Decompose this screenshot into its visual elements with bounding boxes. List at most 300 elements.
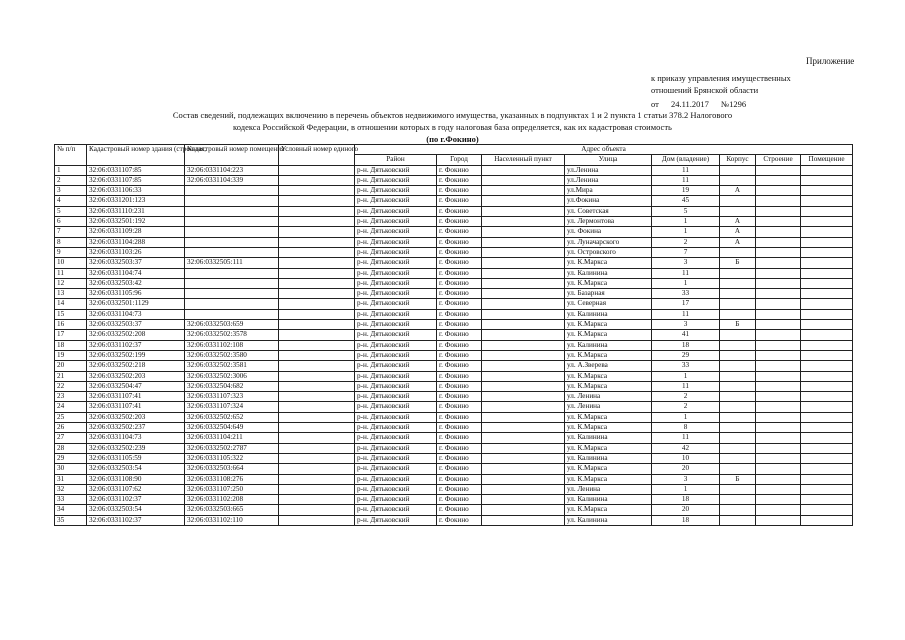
cell-number: 4 — [55, 196, 87, 206]
cell-street: ул. К.Маркса — [565, 371, 652, 381]
cell-city: г. Фокино — [437, 515, 482, 525]
header-address: Адрес объекта — [355, 145, 853, 155]
cell-stroenie — [756, 320, 801, 330]
cell-cadastral-room — [185, 299, 279, 309]
cell-cadastral-room: 32:06:0332503:659 — [185, 320, 279, 330]
table-row — [55, 299, 853, 309]
table-row — [55, 361, 853, 371]
table-row — [55, 474, 853, 484]
cell-conditional-number — [279, 289, 355, 299]
cell-conditional-number — [279, 340, 355, 350]
appendix-label: Приложение — [806, 56, 855, 66]
cell-conditional-number — [279, 381, 355, 391]
cell-cadastral-building: 32:06:0331107:41 — [87, 402, 185, 412]
cell-conditional-number — [279, 175, 355, 185]
cell-city: г. Фокино — [437, 484, 482, 494]
cell-stroenie — [756, 464, 801, 474]
cell-settlement — [482, 464, 565, 474]
table-row — [55, 165, 853, 175]
cell-cadastral-building: 32:06:0332503:37 — [87, 320, 185, 330]
cell-cadastral-building: 32:06:0332501:1129 — [87, 299, 185, 309]
cell-stroenie — [756, 217, 801, 227]
cell-street: ул. К.Маркса — [565, 443, 652, 453]
cell-pomeschenie — [801, 381, 853, 391]
cell-cadastral-room — [185, 289, 279, 299]
cell-district: р-н. Дятьковский — [355, 423, 437, 433]
cell-district: р-н. Дятьковский — [355, 227, 437, 237]
cell-stroenie — [756, 412, 801, 422]
cell-korpus — [720, 350, 756, 360]
cell-district: р-н. Дятьковский — [355, 371, 437, 381]
cell-cadastral-building: 32:06:0331102:37 — [87, 515, 185, 525]
cell-cadastral-building: 32:06:0331110:231 — [87, 206, 185, 216]
cell-cadastral-room: 32:06:0332502:3006 — [185, 371, 279, 381]
cell-city: г. Фокино — [437, 165, 482, 175]
cell-district: р-н. Дятьковский — [355, 381, 437, 391]
cell-street: ул. К.Маркса — [565, 423, 652, 433]
header-korpus: Корпус — [720, 155, 756, 165]
cell-cadastral-room: 32:06:0332503:665 — [185, 505, 279, 515]
order-date-prefix: от — [651, 99, 659, 109]
cell-conditional-number — [279, 165, 355, 175]
cell-number: 28 — [55, 443, 87, 453]
cell-cadastral-room: 32:06:0331105:322 — [185, 453, 279, 463]
cell-city: г. Фокино — [437, 423, 482, 433]
cell-street: ул. Северная — [565, 299, 652, 309]
cell-cadastral-building: 32:06:0332503:54 — [87, 505, 185, 515]
cell-number: 17 — [55, 330, 87, 340]
cell-pomeschenie — [801, 464, 853, 474]
cell-number: 11 — [55, 268, 87, 278]
cell-cadastral-building: 32:06:0332503:54 — [87, 464, 185, 474]
cell-street: ул. К.Маркса — [565, 412, 652, 422]
cell-city: г. Фокино — [437, 433, 482, 443]
objects-table — [54, 144, 853, 526]
cell-settlement — [482, 484, 565, 494]
cell-cadastral-room: 32:06:0331104:223 — [185, 165, 279, 175]
cell-settlement — [482, 423, 565, 433]
cell-district: р-н. Дятьковский — [355, 268, 437, 278]
header-number: № п/п — [55, 145, 87, 166]
cell-conditional-number — [279, 361, 355, 371]
cell-pomeschenie — [801, 402, 853, 412]
cell-settlement — [482, 247, 565, 257]
cell-stroenie — [756, 392, 801, 402]
cell-pomeschenie — [801, 371, 853, 381]
cell-city: г. Фокино — [437, 227, 482, 237]
cell-number: 19 — [55, 350, 87, 360]
cell-korpus: А — [720, 217, 756, 227]
cell-cadastral-room: 32:06:0331104:211 — [185, 433, 279, 443]
cell-house: 2 — [652, 402, 720, 412]
cell-number: 18 — [55, 340, 87, 350]
cell-settlement — [482, 330, 565, 340]
header-settlement: Населенный пункт — [482, 155, 565, 165]
cell-house: 11 — [652, 175, 720, 185]
table-row — [55, 443, 853, 453]
cell-settlement — [482, 258, 565, 268]
cell-cadastral-room — [185, 309, 279, 319]
cell-conditional-number — [279, 237, 355, 247]
cell-pomeschenie — [801, 268, 853, 278]
cell-settlement — [482, 443, 565, 453]
cell-settlement — [482, 165, 565, 175]
cell-conditional-number — [279, 227, 355, 237]
cell-district: р-н. Дятьковский — [355, 320, 437, 330]
cell-cadastral-room — [185, 247, 279, 257]
cell-conditional-number — [279, 402, 355, 412]
cell-number: 20 — [55, 361, 87, 371]
cell-cadastral-room: 32:06:0332502:3581 — [185, 361, 279, 371]
cell-pomeschenie — [801, 258, 853, 268]
cell-street: ул. Островского — [565, 247, 652, 257]
cell-settlement — [482, 175, 565, 185]
document-title-line-1: Состав сведений, подлежащих включению в перечень объектов недвижимого имущества, указанных в подпунктах 1 и 2 пункта 1 статьи 378.2 Налогового — [172, 110, 733, 120]
cell-district: р-н. Дятьковский — [355, 196, 437, 206]
order-date: 24.11.2017 — [670, 99, 709, 109]
cell-street: ул. Калинина — [565, 453, 652, 463]
cell-city: г. Фокино — [437, 361, 482, 371]
cell-street: ул. К.Маркса — [565, 330, 652, 340]
cell-cadastral-room: 32:06:0331107:323 — [185, 392, 279, 402]
table-row — [55, 217, 853, 227]
cell-conditional-number — [279, 464, 355, 474]
cell-korpus — [720, 340, 756, 350]
table-row — [55, 186, 853, 196]
cell-cadastral-room: 32:06:0332504:682 — [185, 381, 279, 391]
cell-district: р-н. Дятьковский — [355, 474, 437, 484]
cell-pomeschenie — [801, 340, 853, 350]
cell-pomeschenie — [801, 196, 853, 206]
cell-pomeschenie — [801, 309, 853, 319]
cell-conditional-number — [279, 350, 355, 360]
header-street: Улица — [565, 155, 652, 165]
cell-number: 6 — [55, 217, 87, 227]
cell-korpus: Б — [720, 258, 756, 268]
cell-street: ул. Луначарского — [565, 237, 652, 247]
header-pomeschenie: Помещение — [801, 155, 853, 165]
cell-district: р-н. Дятьковский — [355, 433, 437, 443]
cell-stroenie — [756, 515, 801, 525]
cell-conditional-number — [279, 320, 355, 330]
cell-street: ул. А.Зверева — [565, 361, 652, 371]
cell-stroenie — [756, 381, 801, 391]
cell-house: 2 — [652, 237, 720, 247]
cell-city: г. Фокино — [437, 330, 482, 340]
cell-house: 11 — [652, 433, 720, 443]
header-city: Город — [437, 155, 482, 165]
cell-city: г. Фокино — [437, 217, 482, 227]
cell-settlement — [482, 433, 565, 443]
cell-settlement — [482, 227, 565, 237]
cell-pomeschenie — [801, 278, 853, 288]
cell-stroenie — [756, 443, 801, 453]
cell-stroenie — [756, 278, 801, 288]
table-row — [55, 175, 853, 185]
table-row — [55, 237, 853, 247]
cell-stroenie — [756, 402, 801, 412]
cell-settlement — [482, 402, 565, 412]
cell-korpus: Б — [720, 320, 756, 330]
cell-korpus — [720, 412, 756, 422]
cell-cadastral-room — [185, 206, 279, 216]
cell-number: 27 — [55, 433, 87, 443]
document-subtitle: (по г.Фокино) — [426, 134, 479, 144]
cell-cadastral-room: 32:06:0332505:111 — [185, 258, 279, 268]
cell-settlement — [482, 217, 565, 227]
header-house: Дом (владение) — [652, 155, 720, 165]
table-row — [55, 505, 853, 515]
cell-stroenie — [756, 196, 801, 206]
cell-cadastral-building: 32:06:0331104:288 — [87, 237, 185, 247]
order-reference-line-2: отношений Брянской области — [651, 85, 759, 95]
cell-street: ул. Калинина — [565, 495, 652, 505]
header-cadastral-room: Кадастровый номер помещения — [185, 145, 279, 166]
table-row — [55, 464, 853, 474]
cell-number: 16 — [55, 320, 87, 330]
cell-pomeschenie — [801, 495, 853, 505]
cell-city: г. Фокино — [437, 320, 482, 330]
cell-pomeschenie — [801, 299, 853, 309]
cell-stroenie — [756, 330, 801, 340]
cell-stroenie — [756, 495, 801, 505]
header-cadastral-building: Кадастровый номер здания (строения, — [87, 145, 185, 166]
table-row — [55, 320, 853, 330]
cell-cadastral-room: 32:06:0332503:664 — [185, 464, 279, 474]
cell-stroenie — [756, 247, 801, 257]
cell-number: 31 — [55, 474, 87, 484]
cell-house: 33 — [652, 361, 720, 371]
cell-settlement — [482, 453, 565, 463]
cell-city: г. Фокино — [437, 237, 482, 247]
cell-conditional-number — [279, 515, 355, 525]
cell-korpus — [720, 309, 756, 319]
cell-cadastral-room — [185, 217, 279, 227]
table-row — [55, 268, 853, 278]
cell-district: р-н. Дятьковский — [355, 309, 437, 319]
cell-korpus: Б — [720, 474, 756, 484]
table-row — [55, 227, 853, 237]
cell-stroenie — [756, 474, 801, 484]
cell-house: 20 — [652, 464, 720, 474]
cell-street: ул. К.Маркса — [565, 258, 652, 268]
cell-house: 3 — [652, 474, 720, 484]
cell-city: г. Фокино — [437, 350, 482, 360]
cell-street: ул. Калинина — [565, 268, 652, 278]
cell-pomeschenie — [801, 186, 853, 196]
table-row — [55, 392, 853, 402]
cell-cadastral-building: 32:06:0331104:74 — [87, 268, 185, 278]
cell-number: 15 — [55, 309, 87, 319]
cell-street: ул. К.Маркса — [565, 278, 652, 288]
cell-city: г. Фокино — [437, 474, 482, 484]
cell-district: р-н. Дятьковский — [355, 278, 437, 288]
cell-settlement — [482, 371, 565, 381]
cell-district: р-н. Дятьковский — [355, 247, 437, 257]
cell-korpus — [720, 196, 756, 206]
cell-district: р-н. Дятьковский — [355, 289, 437, 299]
cell-cadastral-building: 32:06:0332502:203 — [87, 412, 185, 422]
cell-house: 42 — [652, 443, 720, 453]
cell-korpus: А — [720, 227, 756, 237]
cell-conditional-number — [279, 423, 355, 433]
cell-district: р-н. Дятьковский — [355, 258, 437, 268]
cell-cadastral-building: 32:06:0331103:26 — [87, 247, 185, 257]
cell-number: 3 — [55, 186, 87, 196]
cell-district: р-н. Дятьковский — [355, 340, 437, 350]
cell-city: г. Фокино — [437, 309, 482, 319]
cell-pomeschenie — [801, 217, 853, 227]
cell-conditional-number — [279, 186, 355, 196]
cell-district: р-н. Дятьковский — [355, 237, 437, 247]
cell-settlement — [482, 381, 565, 391]
cell-cadastral-building: 32:06:0331104:73 — [87, 433, 185, 443]
cell-cadastral-building: 32:06:0331107:85 — [87, 165, 185, 175]
cell-conditional-number — [279, 495, 355, 505]
cell-city: г. Фокино — [437, 381, 482, 391]
cell-settlement — [482, 320, 565, 330]
cell-korpus — [720, 484, 756, 494]
cell-district: р-н. Дятьковский — [355, 402, 437, 412]
table-row — [55, 309, 853, 319]
cell-house: 1 — [652, 484, 720, 494]
cell-settlement — [482, 309, 565, 319]
cell-cadastral-building: 32:06:0332502:199 — [87, 350, 185, 360]
cell-district: р-н. Дятьковский — [355, 505, 437, 515]
cell-korpus — [720, 165, 756, 175]
cell-house: 10 — [652, 453, 720, 463]
cell-city: г. Фокино — [437, 247, 482, 257]
cell-korpus — [720, 381, 756, 391]
cell-street: ул. Ленина — [565, 484, 652, 494]
cell-city: г. Фокино — [437, 402, 482, 412]
cell-street: ул. Базарная — [565, 289, 652, 299]
cell-stroenie — [756, 433, 801, 443]
cell-conditional-number — [279, 309, 355, 319]
cell-house: 18 — [652, 495, 720, 505]
cell-district: р-н. Дятьковский — [355, 412, 437, 422]
cell-city: г. Фокино — [437, 464, 482, 474]
table-row — [55, 330, 853, 340]
cell-street: ул. К.Маркса — [565, 320, 652, 330]
cell-house: 33 — [652, 289, 720, 299]
cell-pomeschenie — [801, 175, 853, 185]
cell-house: 3 — [652, 320, 720, 330]
cell-number: 33 — [55, 495, 87, 505]
cell-pomeschenie — [801, 453, 853, 463]
table-row — [55, 484, 853, 494]
cell-stroenie — [756, 206, 801, 216]
cell-cadastral-room — [185, 237, 279, 247]
objects-table-body — [55, 165, 853, 525]
cell-pomeschenie — [801, 206, 853, 216]
cell-pomeschenie — [801, 505, 853, 515]
cell-settlement — [482, 278, 565, 288]
cell-street: ул. К.Маркса — [565, 381, 652, 391]
cell-cadastral-building: 32:06:0332501:192 — [87, 217, 185, 227]
cell-number: 34 — [55, 505, 87, 515]
cell-korpus — [720, 371, 756, 381]
cell-district: р-н. Дятьковский — [355, 495, 437, 505]
cell-korpus — [720, 402, 756, 412]
cell-cadastral-room: 32:06:0331102:108 — [185, 340, 279, 350]
cell-cadastral-building: 32:06:0332502:203 — [87, 371, 185, 381]
cell-settlement — [482, 299, 565, 309]
cell-cadastral-building: 32:06:0332502:237 — [87, 423, 185, 433]
cell-pomeschenie — [801, 350, 853, 360]
cell-korpus — [720, 464, 756, 474]
cell-stroenie — [756, 453, 801, 463]
cell-conditional-number — [279, 258, 355, 268]
cell-korpus — [720, 423, 756, 433]
cell-settlement — [482, 495, 565, 505]
cell-cadastral-room — [185, 278, 279, 288]
cell-pomeschenie — [801, 289, 853, 299]
cell-cadastral-room — [185, 196, 279, 206]
cell-stroenie — [756, 361, 801, 371]
cell-settlement — [482, 268, 565, 278]
cell-conditional-number — [279, 484, 355, 494]
cell-settlement — [482, 186, 565, 196]
cell-settlement — [482, 361, 565, 371]
cell-conditional-number — [279, 196, 355, 206]
cell-cadastral-building: 32:06:0332503:42 — [87, 278, 185, 288]
cell-city: г. Фокино — [437, 186, 482, 196]
cell-cadastral-room: 32:06:0332504:649 — [185, 423, 279, 433]
table-row — [55, 495, 853, 505]
cell-stroenie — [756, 340, 801, 350]
header-district: Район — [355, 155, 437, 165]
table-row — [55, 350, 853, 360]
cell-settlement — [482, 515, 565, 525]
cell-house: 11 — [652, 268, 720, 278]
cell-settlement — [482, 350, 565, 360]
table-row — [55, 453, 853, 463]
cell-cadastral-building: 32:06:0331108:90 — [87, 474, 185, 484]
cell-settlement — [482, 474, 565, 484]
cell-settlement — [482, 237, 565, 247]
cell-stroenie — [756, 423, 801, 433]
cell-conditional-number — [279, 268, 355, 278]
cell-conditional-number — [279, 330, 355, 340]
cell-district: р-н. Дятьковский — [355, 453, 437, 463]
cell-street: ул. К.Маркса — [565, 474, 652, 484]
cell-house: 1 — [652, 227, 720, 237]
cell-korpus — [720, 392, 756, 402]
cell-settlement — [482, 196, 565, 206]
cell-cadastral-building: 32:06:0331104:73 — [87, 309, 185, 319]
cell-district: р-н. Дятьковский — [355, 515, 437, 525]
cell-cadastral-room: 32:06:0331102:208 — [185, 495, 279, 505]
cell-house: 1 — [652, 217, 720, 227]
cell-korpus — [720, 443, 756, 453]
cell-city: г. Фокино — [437, 175, 482, 185]
cell-street: ул. Калинина — [565, 515, 652, 525]
cell-pomeschenie — [801, 484, 853, 494]
cell-cadastral-building: 32:06:0331106:33 — [87, 186, 185, 196]
cell-city: г. Фокино — [437, 268, 482, 278]
cell-number: 7 — [55, 227, 87, 237]
cell-pomeschenie — [801, 227, 853, 237]
cell-cadastral-building: 32:06:0332503:37 — [87, 258, 185, 268]
cell-conditional-number — [279, 505, 355, 515]
cell-street: ул. К.Маркса — [565, 350, 652, 360]
cell-cadastral-room: 32:06:0332502:652 — [185, 412, 279, 422]
cell-cadastral-building: 32:06:0331105:96 — [87, 289, 185, 299]
cell-district: р-н. Дятьковский — [355, 443, 437, 453]
table-row — [55, 402, 853, 412]
cell-city: г. Фокино — [437, 196, 482, 206]
